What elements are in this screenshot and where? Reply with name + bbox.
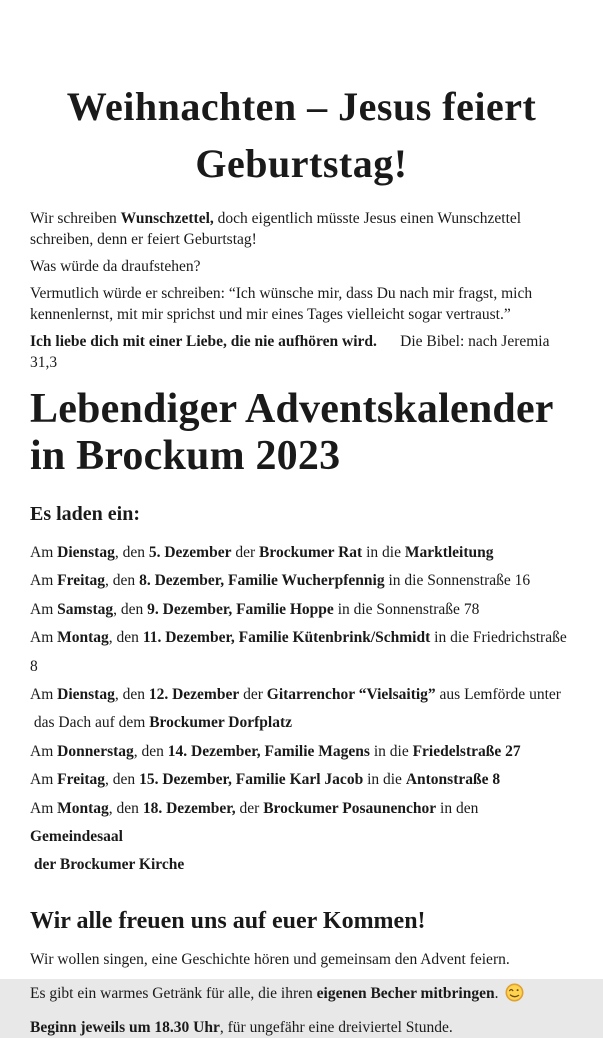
calendar-heading [30, 386, 573, 480]
calendar-entry-line: Am Samstag, den 9. Dezember, Familie Hoppe in die Sonnenstraße 78 [30, 600, 480, 618]
page-title-line-2: Geburtstag! [195, 141, 408, 186]
calendar-subheading: Es laden ein: [30, 503, 141, 525]
intro-paragraph-quote: Vermutlich würde er schreiben: “Ich wünsche mir, dass Du nach mir fragst, mich kennenlernst, mit mir sprichst und mir eines Tages vielleicht sogar vertraust.” [30, 285, 536, 323]
calendar-entry-line: Am Dienstag, den 5. Dezember der Brockumer Rat in die Marktleitung [30, 544, 494, 561]
calendar-entry-line: Am Montag, den 11. Dezember, Familie Kütenbrink/Schmidt in die Friedrichstraße 8 [30, 629, 571, 675]
calendar-entry-list [30, 539, 573, 880]
calendar-heading-line-1: Lebendiger Adventskalender [30, 386, 554, 432]
smiley-emoji [505, 983, 524, 1002]
calendar-entry-line: Am Freitag, den 15. Dezember, Familie Karl Jacob in die Antonstraße 8 [30, 771, 501, 789]
calendar-entry-line: das Dach auf dem Brockumer Dorfplatz [30, 714, 292, 732]
intro-paragraph-question: Was würde da draufstehen? [30, 258, 201, 275]
intro-section [30, 208, 573, 373]
calendar-heading-line-2: in Brockum 2023 [30, 433, 341, 479]
page-title-line-1: Weihnachten – Jesus feiert [66, 84, 537, 129]
outro-paragraph-singing: Wir wollen singen, eine Geschichte hören und gemeinsam den Advent feiern. [30, 950, 510, 968]
calendar-entry-line: Am Donnerstag, den 14. Dezember, Familie Magens in die Friedelstraße 27 [30, 742, 521, 760]
calendar-entry-line: Am Montag, den 18. Dezember, der Brockumer Posaunenchor in den Gemeindesaal [30, 799, 483, 846]
smiley-right-eye [517, 989, 519, 991]
intro-paragraph-wunschzettel: Wir schreiben Wunschzettel, doch eigentlich müsste Jesus einen Wunschzettel schreiben, denn er feiert Geburtstag! [30, 210, 525, 248]
outro-paragraph-start-time: Beginn jeweils um 18.30 Uhr, für ungefähr eine dreiviertel Stunde. [30, 1018, 453, 1036]
page-title [30, 78, 573, 192]
calendar-entry-line: der Brockumer Kirche [30, 856, 185, 874]
calendar-entry-line: Am Freitag, den 8. Dezember, Familie Wucherpfennig in die Sonnenstraße 16 [30, 572, 531, 590]
calendar-entry-line: Am Dienstag, den 12. Dezember der Gitarrenchor “Vielsaitig” aus Lemförde unter [30, 686, 561, 704]
intro-paragraph-bible-verse: Ich liebe dich mit einer Liebe, die nie aufhören wird. Die Bibel: nach Jeremia 31,3 [30, 333, 554, 371]
outro-paragraph-drinks: Es gibt ein warmes Getränk für alle, die ihren eigenen Becher mitbringen. [30, 983, 573, 1004]
outro-heading: Wir alle freuen uns auf euer Kommen! [30, 907, 426, 934]
